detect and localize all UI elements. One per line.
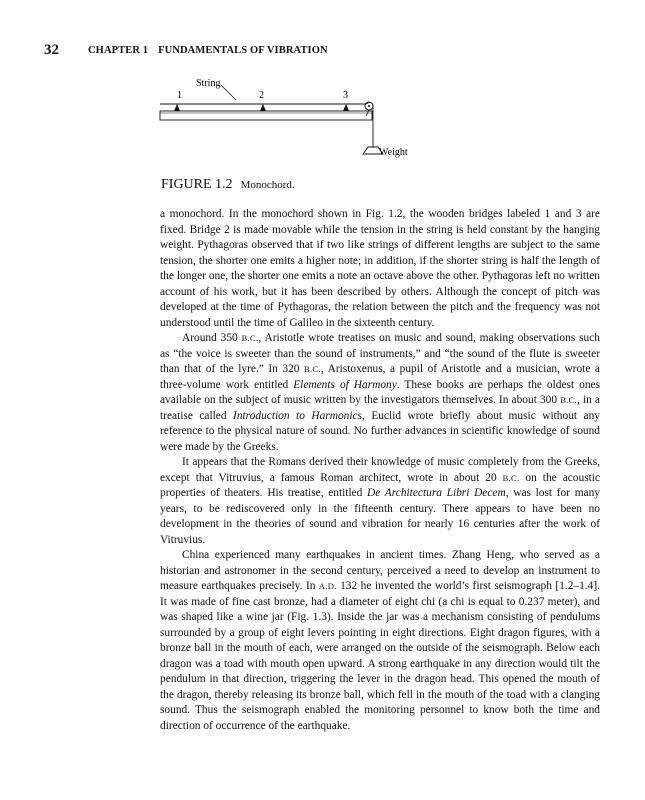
body-text: [160, 207, 600, 734]
book-title-elements-of-harmony: Elements of Harmony: [293, 378, 397, 391]
monochord-figure: [150, 72, 430, 172]
paragraph-4: China experienced many earthquakes in ancient times. Zhang Heng, who served as a historian and astronomer in the second century, perceived a need to develop an instrument to measure earthquakes precisely. In A.D. 132 he invented the world’s first seismograph [1.2–1.4]. It was made of fine cast bronze, had a diameter of eight chi (a chi is equal to 0.237 meter), and was shaped like a wine jar (Fig. 1.3). Inside the jar was a mechanism consisting of pendulums surrounded by a group of eight levers pointing in eight directions. Eight dragon figures, with a bronze ball in the mouth of each, were arranged on the outside of the seismograph. Below each dragon was a toad with mouth open upward. A strong earthquake in any direction would tilt the pendulum in that direction, triggering the lever in the dragon head. This opened the mouth of the dragon, thereby releasing its bronze ball, which fell in the mouth of the toad with a clanging sound. Thus the seismograph enabled the monitoring personnel to know both the time and direction of occurrence of the earthquake.: [160, 549, 600, 732]
bridge-3: [343, 104, 349, 111]
paragraph-3: It appears that the Romans derived their knowledge of music completely from the Greeks, except that Vitruvius, a famous Roman architect, wrote in about 20 B.C. on the acoustic properties of theaters. His treatise, entitled De Architectura Libri Decem, was lost for many years, to be rediscovered only in the fifteenth century. There appears to have been no development in the theories of sound and vibration for nearly 16 centuries after the work of Vitruvius.: [160, 456, 601, 546]
running-head: [88, 45, 328, 56]
pulley-axle: [368, 105, 370, 107]
weight-label: Weight: [379, 147, 408, 158]
bridge-label-2: 2: [259, 90, 264, 101]
bridge-label-1: 1: [177, 90, 182, 101]
bridge-2: [260, 104, 266, 111]
figure-caption: [161, 175, 295, 193]
chapter-label: CHAPTER 1: [88, 45, 149, 56]
wooden-board: [160, 111, 372, 120]
book-title-de-architectura: De Architectura Libri Decem: [367, 487, 506, 499]
bridge-1: [174, 104, 180, 111]
chapter-title: FUNDAMENTALS OF VIBRATION: [158, 45, 328, 56]
bridge-label-3: 3: [343, 90, 348, 101]
figure-number: FIGURE 1.2: [161, 177, 233, 192]
figure-caption-text: Monochord.: [240, 179, 295, 191]
page-number: 32: [44, 42, 59, 58]
paragraph-1: a monochord. In the monochord shown in Fig. 1.2, the wooden bridges labeled 1 and 3 are fixed. Bridge 2 is made movable while the tension in the string is held constant by the hanging weight. Pythagoras observed that if two like strings of different lengths are subject to the same tension, the shorter one emits a higher note; in addition, if the shorter string is half the length of the longer one, the shorter one emits a note an octave above the other. Pythagoras left no written account of his work, but it has been described by others. Although the concept of pitch was developed at the time of Pythagoras, the relation between the pitch and the frequency was not understood until the time of Galileo in the sixteenth century.: [160, 208, 600, 329]
paragraph-2: Around 350 B.C., Aristotle wrote treatises on music and sound, making observations such as “the voice is sweeter than the sound of instruments,” and “the sound of the flute is sweeter than that of the lyre.” In 320 B.C., Aristoxenus, a pupil of Aristotle and a musician, wrote a three-volume work entitled Elements of Harmony. These books are perhaps the oldest ones available on the subject of music written by the investigators themselves. In about 300 B.C., in a treatise called Introduction to Harmonics, Euclid wrote briefly about music without any reference to the physical nature of sound. No further advances in scientific knowledge of sound were made by the Greeks.: [160, 332, 600, 453]
string-label: String: [196, 78, 221, 89]
string-pointer: [221, 85, 236, 100]
book-title-introduction-to-harmonics: Introduction to Harmonics: [233, 409, 362, 422]
